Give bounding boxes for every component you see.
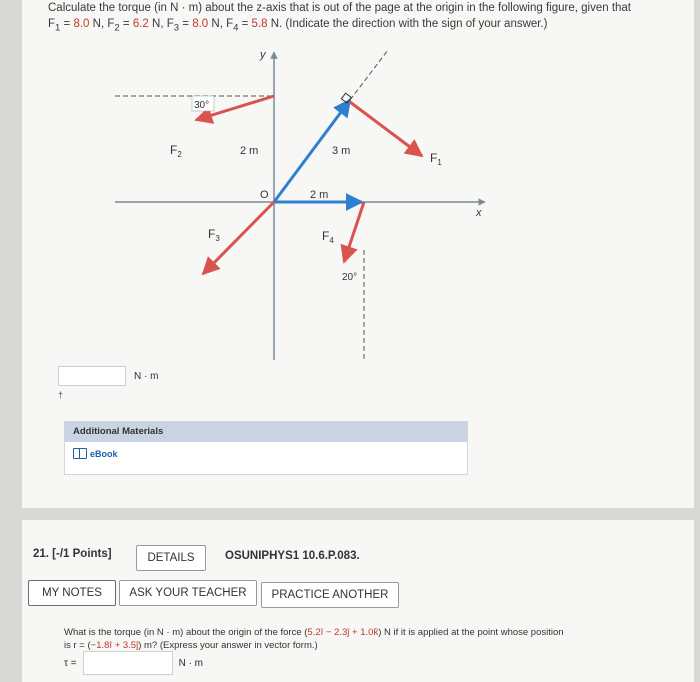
ebook-link[interactable]: [73, 448, 118, 459]
answer-row: [58, 365, 158, 387]
f3-label: $F_3$: [208, 227, 220, 243]
ebook-label: eBook: [90, 448, 118, 459]
position-vector: −1.8î + 3.5ĵ: [90, 640, 139, 651]
tau-input[interactable]: [83, 651, 173, 675]
additional-materials-panel: [64, 421, 468, 475]
my-notes-button[interactable]: MY NOTES: [28, 580, 116, 606]
tau-unit: N · m: [178, 657, 204, 669]
force-f4-arrow: [344, 202, 364, 262]
book-icon: [73, 448, 87, 459]
answer-input[interactable]: [58, 366, 126, 386]
problem-line-1: Calculate the torque (in N · m) about the z-axis that is out of the page at the origin in the following figure, given that: [48, 2, 631, 14]
ask-teacher-button[interactable]: ASK YOUR TEACHER: [119, 580, 257, 606]
distance-3m: 3 m: [332, 145, 351, 157]
angle-20-label: 20°: [342, 272, 358, 283]
distance-2m-left: 2 m: [240, 145, 259, 157]
f1-symbol: F: [48, 18, 56, 30]
tau-answer-row: [64, 651, 203, 675]
dagger-mark: †: [58, 390, 64, 400]
angle-30-label: 30°: [194, 100, 210, 111]
f2-label: $F_2$: [170, 143, 182, 159]
force-vector: 5.2î − 2.3ĵ + 1.0k̂: [307, 627, 379, 638]
x-axis-label: x: [476, 207, 482, 219]
f4-value: 5.8: [251, 18, 268, 30]
problem-statement: [48, 0, 688, 36]
torque-figure: [100, 40, 500, 370]
f4-label: $F_4$: [322, 229, 334, 245]
f2-value: 6.2: [132, 18, 149, 30]
tau-label: τ =: [64, 657, 77, 669]
y-axis-label: y: [260, 49, 266, 61]
question-number: 21. [-/1 Points]: [33, 548, 112, 560]
practice-another-button[interactable]: PRACTICE ANOTHER: [261, 582, 399, 608]
f3-value: 8.0: [192, 18, 209, 30]
additional-materials-header: Additional Materials: [65, 422, 467, 442]
question-code: OSUNIPHYS1 10.6.P.083.: [225, 550, 360, 562]
distance-2m-right: 2 m: [310, 189, 329, 201]
question-21-text: What is the torque (in N · m) about the origin of the force (5.2î − 2.3ĵ + 1.0k̂) N if it is applied at the point whose position is r = (−1.8î + 3.5ĵ) m? (Express your answer in vector form.): [64, 627, 564, 651]
section-divider: [22, 508, 700, 520]
problem-line-2: $F_1 = 8.0$ N, $F_2 = 6.2$ N, $F_3 = 8.0$ N, $F_4 = 5.8$ N. (Indicate the direction with the sign of your answer.): [48, 18, 548, 34]
answer-unit: N · m: [134, 370, 159, 382]
f1-label: $F_1$: [430, 151, 442, 167]
f1-value: 8.0: [73, 18, 90, 30]
force-f1-arrow: [350, 102, 422, 156]
dashed-line-diagonal: [350, 50, 388, 100]
details-button[interactable]: DETAILS: [136, 545, 206, 571]
origin-label: O: [260, 189, 269, 201]
